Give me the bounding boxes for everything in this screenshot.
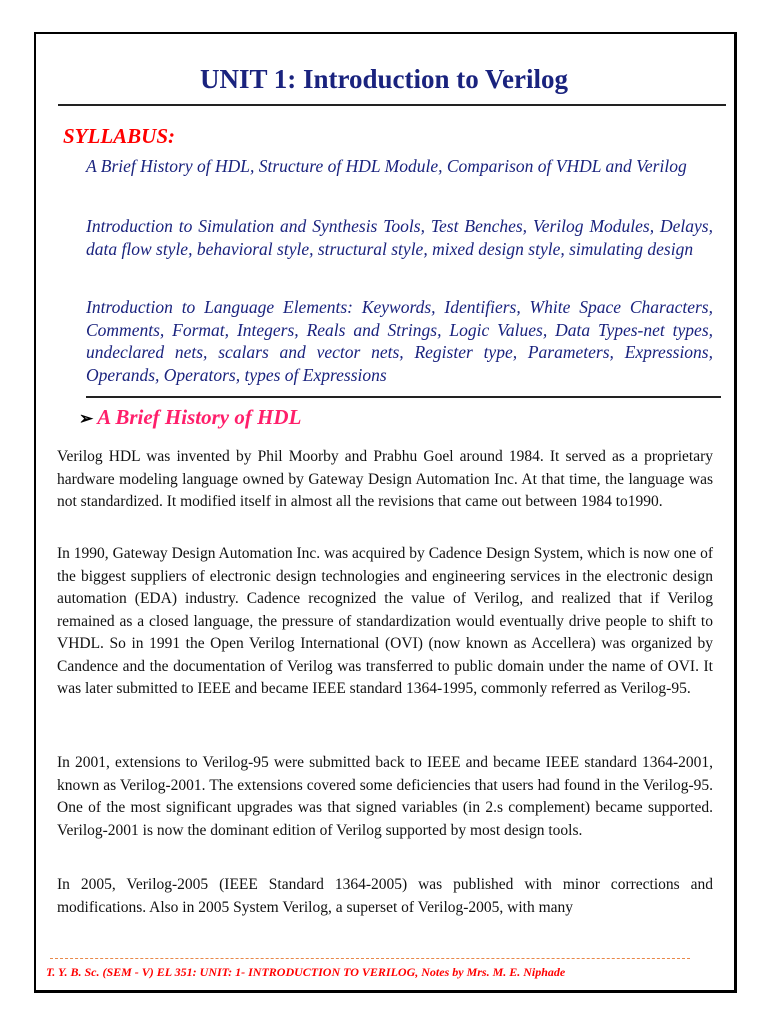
body-paragraph: In 2001, extensions to Verilog-95 were submitted back to IEEE and became IEEE standard 1364-2001, known as Verilog-2001. The extensions covered some deficiencies that users had found in the Verilog-95. One of the most significant upgrades was that signed variables (in 2.s complement) became supported. Verilog-2001 is now the dominant edition of Verilog supported by most design tools. <box>57 754 713 839</box>
section-heading <box>79 405 301 430</box>
footer-divider <box>50 958 690 959</box>
arrow-bullet-icon: ➢ <box>79 409 94 428</box>
body-paragraph: Verilog HDL was invented by Phil Moorby and Prabhu Goel around 1984. It served as a proprietary hardware modeling language owned by Gateway Design Automation Inc. At that time, the language was not standardized. It modified itself in almost all the revisions that came out between 1984 to1990. <box>57 448 713 510</box>
syllabus-item: Introduction to Language Elements: Keywords, Identifiers, White Space Characters, Comments, Format, Integers, Reals and Strings, Logic Values, Data Types-net types, undeclared nets, scalars and vector nets, Register type, Parameters, Expressions, Operands, Operators, types of Expressions <box>86 297 713 385</box>
body-paragraph: In 1990, Gateway Design Automation Inc. was acquired by Cadence Design System, which is now one of the biggest suppliers of electronic design technologies and engineering services in the electronic design automation (EDA) industry. Cadence recognized the value of Verilog, and realized that if Verilog remained as a closed language, the pressure of standardization would eventually drive people to shift to VHDL. So in 1991 the Open Verilog International (OVI) (now known as Accellera) was organized by Candence and the documentation of Verilog was transferred to public domain under the name of OVI. It was later submitted to IEEE and became IEEE standard 1364-1995, commonly referred as Verilog-95. <box>57 545 713 697</box>
title-rule <box>58 104 726 106</box>
page-footer: T. Y. B. Sc. (SEM - V) EL 351: UNIT: 1- INTRODUCTION TO VERILOG, Notes by Mrs. M. E. Niphade <box>46 965 566 979</box>
syllabus-item: A Brief History of HDL, Structure of HDL Module, Comparison of VHDL and Verilog <box>86 156 687 176</box>
syllabus-item: Introduction to Simulation and Synthesis Tools, Test Benches, Verilog Modules, Delays, data flow style, behavioral style, structural style, mixed design style, simulating design <box>86 216 713 259</box>
page-title: UNIT 1: Introduction to Verilog <box>199 64 569 94</box>
body-paragraph: In 2005, Verilog-2005 (IEEE Standard 1364-2005) was published with minor corrections and modifications. Also in 2005 System Verilog, a superset of Verilog-2005, with many <box>57 876 713 916</box>
syllabus-rule <box>86 396 721 398</box>
section-heading-text: A Brief History of HDL <box>97 405 302 429</box>
syllabus-label: SYLLABUS: <box>63 124 176 148</box>
